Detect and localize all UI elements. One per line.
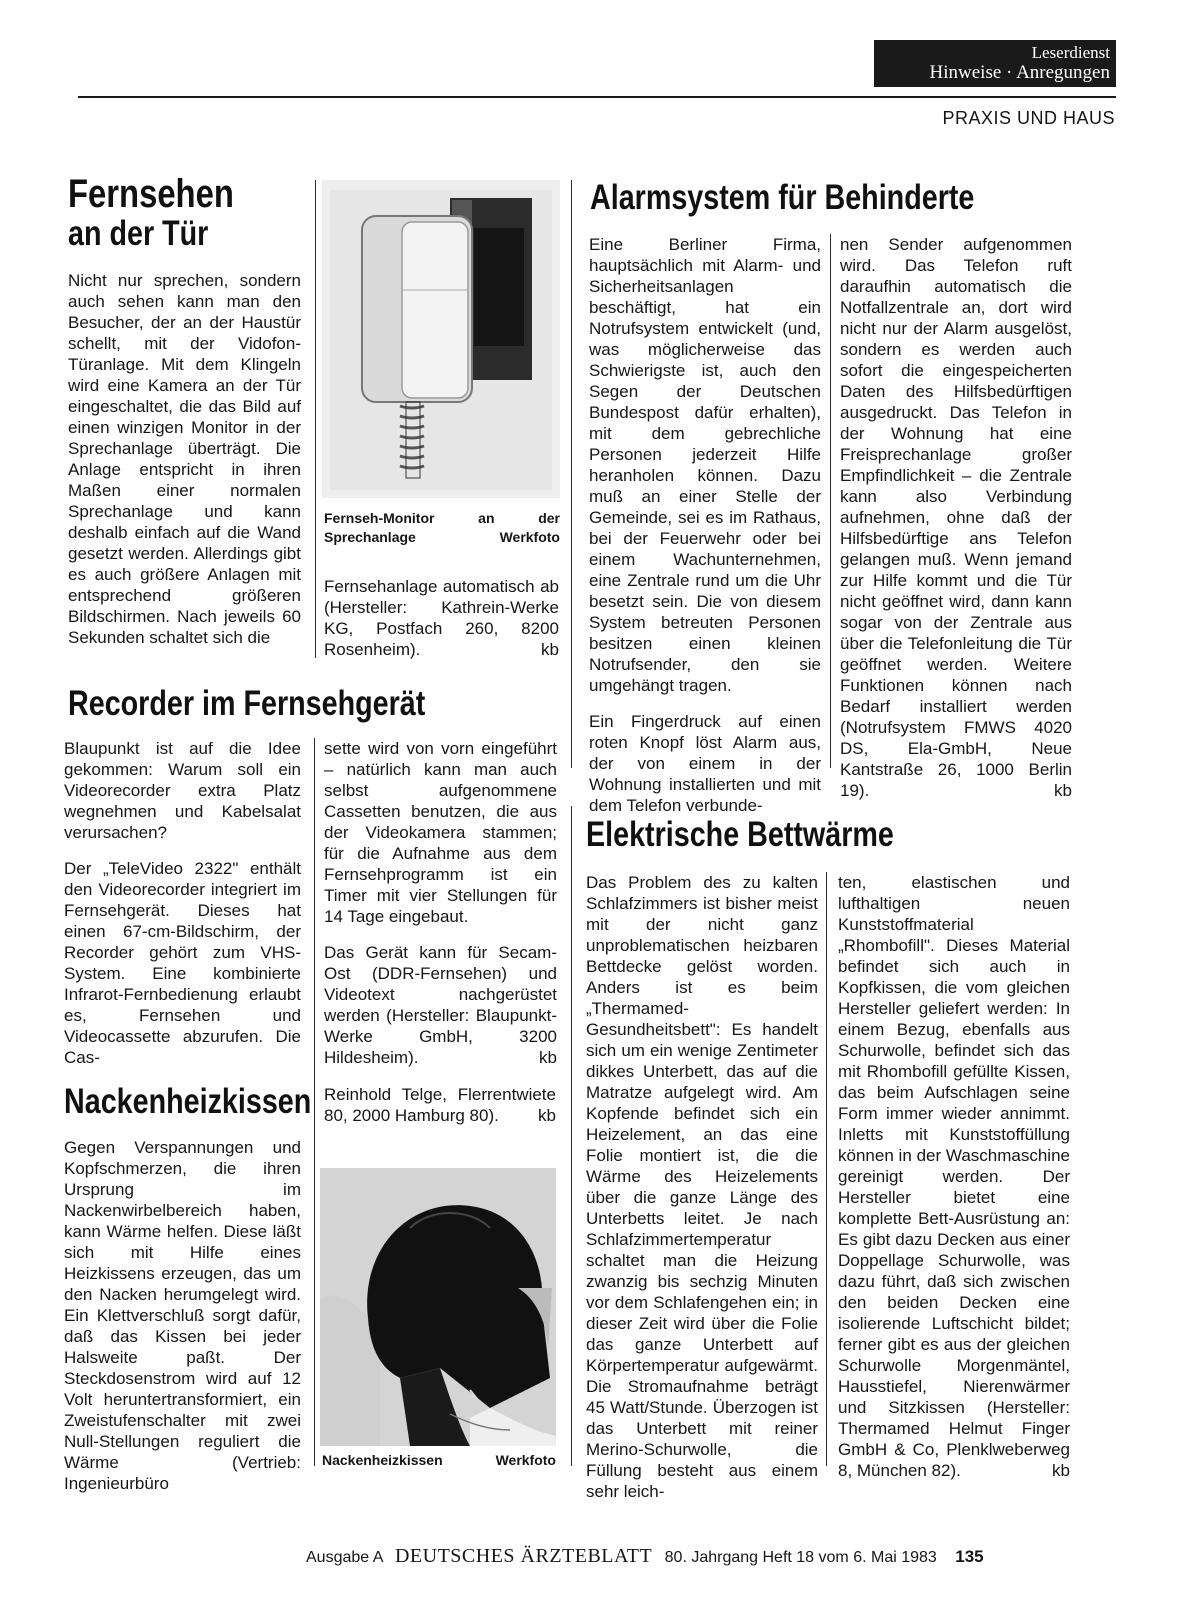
article1-caption-credit: Werkfoto xyxy=(499,529,560,545)
article2-signature: kb xyxy=(1054,781,1072,800)
article4-caption-text: Nackenheizkissen xyxy=(322,1452,443,1468)
article4-title: Nackenheizkissen xyxy=(64,1082,312,1121)
article5-paragraph2: ten, elastischen und lufthaltigen neuen Kunststoffmaterial „Rhombofill". Dieses Material befindet sich auch in Kopfkissen, die vom gleichen Hersteller geliefert werden: In einem Bezug, ebenfalls aus Schurwolle, befindet sich das mit Rhombofill gefüllte Kissen, das beim Aufschlagen seine Form immer wieder annimmt. Inletts mit Kunststoffüllung können in der Waschmaschine gereinigt werden. Der Hersteller bietet eine komplette Bett-Ausrüstung an: Es gibt dazu Decken aus einer Doppellage Schurwolle, was dazu führt, daß sich zwischen den beiden Decken eine isolierende Luftschicht bildet; ferner gibt es aus der gleichen Schurwolle Morgenmäntel, Hausstiefel, Nierenwärmer und Sitzkissen (Hersteller: Thermamed Helmut Finger GmbH & Co, Plenklweberweg 8, München 82). xyxy=(838,873,1070,1480)
article1-signature: kb xyxy=(541,640,559,659)
footer-magazine: DEUTSCHES ÄRZTEBLATT xyxy=(394,1545,653,1567)
article4-caption-credit: Werkfoto xyxy=(495,1452,556,1468)
column-divider xyxy=(826,872,827,1466)
article4-col2 xyxy=(324,1084,556,1126)
article3-paragraph2: Der „TeleVideo 2322" enthält den Videorecorder integriert im Fernsehgerät. Dieses hat einen 67-cm-Bildschirm, der Recorder gehört zum VHS-System. Eine kombinierte Infrarot-Fernbedienung erlaubt es, Fernsehen und Videocassette abzurufen. Die Cas- xyxy=(64,859,301,1067)
article1-caption xyxy=(324,509,560,547)
article4-col1 xyxy=(64,1137,301,1494)
footer-issue: 80. Jahrgang Heft 18 vom 6. Mai 1983 xyxy=(664,1549,937,1566)
column-divider xyxy=(830,234,831,768)
article2-paragraph1: Eine Berliner Firma, hauptsächlich mit Alarm- und Sicherheitsanlagen beschäftigt, hat ein Notrufsystem entwickelt (und, was möglicherweise das Schwierigste ist, auch den Segen der Deutschen Bundespost dafür erhalten), mit dem gebrechliche Personen jederzeit Hilfe heranholen können. Dazu muß an einer Stelle der Gemeinde, sei es im Rathaus, bei der Feuerwehr oder bei einem Wachunternehmen, eine Zentrale rund um die Uhr besetzt sein. Die von diesem System betreuten Personen besitzen einen kleinen Notrufsender, den sie umgehängt tragen. xyxy=(589,235,821,695)
article5-title: Elektrische Bettwärme xyxy=(586,815,894,854)
article5-signature: kb xyxy=(1052,1461,1070,1480)
article1-caption-l1-right: der xyxy=(538,510,560,526)
article5-paragraph1: Das Problem des zu kalten Schlafzimmers ist bisher meist mit der nicht ganz unproblematischen heizbaren Bettdecke gelöst worden. Anders ist es beim „Thermamed-Gesundheitsbett": Es handelt sich um ein wenige Zentimeter dikkes Unterbett, das auf die Matratze aufgelegt wird. Am Kopfende befindet sich ein Heizelement, an das eine Folie montiert ist, die die Wärme des Heizelements über die ganze Länge des Unterbetts leitet. Je nach Schlafzimmertemperatur schaltet man die Heizung zwanzig bis sechzig Minuten vor dem Schlafengehen ein; in dieser Zeit wird über die Folie das ganze Unterbett auf Körpertemperatur aufgewärmt. Die Stromaufnahme beträgt 45 Watt/Stunde. Überzogen ist das Unterbett mit reiner Merino-Schurwolle, die Füllung besteht aus einem sehr leich- xyxy=(586,873,818,1501)
article3-col1 xyxy=(64,738,301,1083)
column-divider xyxy=(315,180,316,658)
article3-paragraph4: Das Gerät kann für Secam-Ost (DDR-Fernsehen) und Videotext nachgerüstet werden (Hersteller: Blaupunkt-Werke GmbH, 3200 Hildesheim). xyxy=(324,943,557,1067)
header-rule xyxy=(78,96,1116,98)
article2-title: Alarmsystem für Behinderte xyxy=(590,178,975,217)
article2-col2 xyxy=(840,234,1072,801)
article1-body-continued xyxy=(324,576,559,660)
section-tag xyxy=(874,40,1116,87)
article4-caption xyxy=(322,1451,556,1470)
article3-col2 xyxy=(324,738,557,1068)
article1-paragraph: Nicht nur sprechen, sondern auch sehen kann man den Besucher, der an der Haustür schellt, mit der Vidofon-Türanlage. Mit dem Klingeln wird eine Kamera an der Tür eingeschaltet, die das Bild auf einen winzigen Monitor in der Sprechanlage überträgt. Die Anlage entspricht in ihren Maßen einer normalen Sprechanlage und kann deshalb einfach auf die Wand gesetzt werden. Allerdings gibt es auch größere Anlagen mit entsprechend größeren Bildschirmen. Nach jeweils 60 Sekunden schaltet sich die xyxy=(68,271,301,647)
article3-title: Recorder im Fernsehgerät xyxy=(68,684,426,723)
article3-paragraph1: Blaupunkt ist auf die Idee gekommen: Warum soll ein Videorecorder extra Platz wegnehmen und Kabelsalat verursachen? xyxy=(64,739,301,842)
article1-body xyxy=(68,270,301,663)
article1-paragraph-cont: Fernsehanlage automatisch ab (Hersteller: Kathrein-Werke KG, Postfach 260, 8200 Rosenheim). xyxy=(324,577,559,659)
section-tag-line2: Hinweise · Anregungen xyxy=(929,62,1110,83)
article1-caption-l1-left: Fernseh-Monitor xyxy=(324,510,435,526)
column-divider xyxy=(571,806,572,1466)
footer-edition: Ausgabe A xyxy=(306,1549,383,1566)
column-divider xyxy=(571,180,572,768)
neck-pillow-photo xyxy=(320,1168,556,1446)
column-divider xyxy=(314,738,315,1466)
article5-col1 xyxy=(586,872,818,1502)
section-label: PRAXIS UND HAUS xyxy=(942,108,1115,128)
article2-paragraph2: Ein Fingerdruck auf einen roten Knopf löst Alarm aus, der von einem in der Wohnung installierten und mit dem Telefon verbunde- xyxy=(589,712,821,815)
intercom-photo xyxy=(322,180,560,498)
page-number: 135 xyxy=(955,1547,984,1566)
article4-signature: kb xyxy=(538,1106,556,1125)
article5-col2 xyxy=(838,872,1070,1481)
article2-paragraph3: nen Sender aufgenommen wird. Das Telefon ruft daraufhin automatisch die Notfallzentrale an, dort wird nicht nur der Alarm ausgelöst, sondern es werden auch sofort die eingespeicherten Daten des Hilfsbedürftigen ausgedruckt. Das Telefon in der Wohnung hat eine Freisprechanlage großer Empfindlichkeit – die Zentrale kann also Verbindung aufnehmen, ohne daß der Hilfsbedürftige ans Telefon gelangen muß. Wenn jemand zur Hilfe kommt und die Tür nicht geöffnet wird, dann kann sogar von der Zentrale aus über die Telefonleitung die Tür geöffnet werden. Weitere Funktionen können nach Bedarf installiert werden (Notrufsystem FMWS 4020 DS, Ela-GmbH, Neue Kantstraße 26, 1000 Berlin 19). xyxy=(840,235,1072,800)
article1-title-line2: an der Tür xyxy=(68,214,209,253)
page-footer xyxy=(306,1545,984,1568)
article1-caption-l2-left: Sprechanlage xyxy=(324,529,416,545)
article4-paragraph-cont: Reinhold Telge, Flerrentwiete 80, 2000 Hamburg 80). xyxy=(324,1085,556,1125)
section-tag-line1: Leserdienst xyxy=(1031,43,1110,62)
article4-paragraph: Gegen Verspannungen und Kopfschmerzen, die ihren Ursprung im Nackenwirbelbereich haben, kann Wärme helfen. Diese läßt sich mit Hilfe eines Heizkissens erzeugen, das um den Nacken herumgelegt wird. Ein Klettverschluß sorgt dafür, daß das Kissen bei jeder Halsweite paßt. Der Steckdosenstrom wird auf 12 Volt heruntertransformiert, ein Zweistufenschalter mit zwei Null-Stellungen reguliert die Wärme (Vertrieb: Ingenieurbüro xyxy=(64,1138,301,1493)
article3-paragraph3: sette wird von vorn eingeführt – natürlich kann man auch selbst aufgenommene Cassetten benutzen, die aus der Videokamera stammen; für die Aufnahme aus dem Fernsehprogramm ist ein Timer mit vier Stellungen für 14 Tage eingebaut. xyxy=(324,739,557,926)
article1-title-line1: Fernsehen xyxy=(68,172,234,216)
article3-signature: kb xyxy=(539,1048,557,1067)
article2-col1 xyxy=(589,234,821,831)
article1-caption-l1-mid: an xyxy=(478,510,495,526)
